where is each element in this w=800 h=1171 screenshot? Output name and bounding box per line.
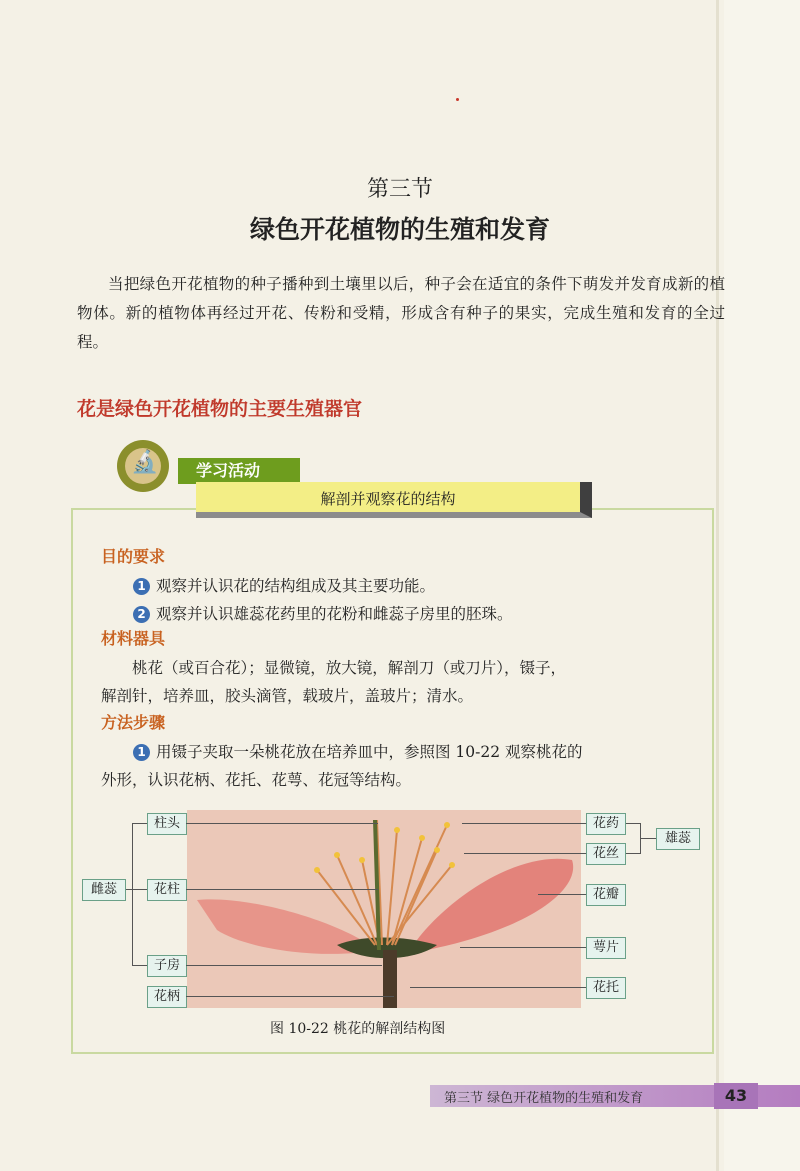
goal-item-1: 1 观察并认识花的结构组成及其主要功能。 [133, 574, 435, 596]
microscope-icon: 🔬 [117, 440, 169, 492]
bracket-line [132, 823, 133, 965]
bracket-line [626, 853, 640, 854]
subheading: 花是绿色开花植物的主要生殖器官 [77, 398, 363, 420]
label-pistil: 雌蕊 [82, 879, 126, 901]
leader-line [410, 987, 586, 988]
step-1-line-2: 外形，认识花柄、花托、花萼、花冠等结构。 [101, 771, 412, 789]
method-heading: 方法步骤 [101, 713, 166, 732]
intro-paragraph: 当把绿色开花植物的种子播种到土壤里以后，种子会在适宜的条件下萌发并发育成新的植物体。新的植物体再经过开花、传粉和受精，形成含有种子的果实，完成生殖和发育的全过程。 [77, 275, 725, 351]
number-badge: 2 [133, 606, 150, 623]
leader-line [464, 853, 586, 854]
label-filament: 花丝 [586, 843, 626, 865]
page-number: 43 [714, 1083, 758, 1109]
bracket-line [132, 823, 147, 824]
peach-flower-photo [187, 810, 581, 1008]
goal-item-2: 2 观察并认识雄蕊花药里的花粉和雌蕊子房里的胚珠。 [133, 602, 513, 624]
materials-line-2: 解剖针，培养皿，胶头滴管，载玻片，盖玻片；清水。 [101, 687, 474, 705]
label-receptacle: 花托 [586, 977, 626, 999]
goal-heading: 目的要求 [101, 547, 166, 566]
figure-caption: 图 10-22 桃花的解剖结构图 [270, 1021, 446, 1037]
bracket-line [626, 823, 640, 824]
leader-line [186, 996, 394, 997]
bracket-line [640, 838, 656, 839]
section-title: 绿色开花植物的生殖和发育 [249, 215, 550, 244]
leader-line [460, 947, 586, 948]
footer-text: 第三节 绿色开花植物的生殖和发育 [444, 1091, 644, 1106]
leader-line [186, 965, 382, 966]
label-stigma: 柱头 [147, 813, 187, 835]
label-sepal: 萼片 [586, 937, 626, 959]
label-style: 花柱 [147, 879, 187, 901]
label-ovary: 子房 [147, 955, 187, 977]
bracket-line [124, 889, 147, 890]
label-stamen: 雄蕊 [656, 828, 700, 850]
red-mark [456, 98, 459, 101]
leader-line [538, 894, 586, 895]
materials-line-1: 桃花（或百合花）；显微镜，放大镜，解剖刀（或刀片），镊子， [132, 659, 567, 677]
activity-title: 解剖并观察花的结构 [196, 482, 592, 518]
label-anther: 花药 [586, 813, 626, 835]
label-pedicel: 花柄 [147, 986, 187, 1008]
activity-tag: 学习活动 [178, 458, 300, 484]
leader-line [186, 889, 378, 890]
label-petal: 花瓣 [586, 884, 626, 906]
leader-line [462, 823, 586, 824]
section-number: 第三节 [366, 177, 433, 202]
materials-heading: 材料器具 [101, 629, 166, 648]
number-badge: 1 [133, 578, 150, 595]
step-1-line-1: 1 用镊子夹取一朵桃花放在培养皿中，参照图 10-22 观察桃花的 [133, 740, 583, 762]
number-badge: 1 [133, 744, 150, 761]
bracket-line [132, 965, 147, 966]
leader-line [186, 823, 378, 824]
